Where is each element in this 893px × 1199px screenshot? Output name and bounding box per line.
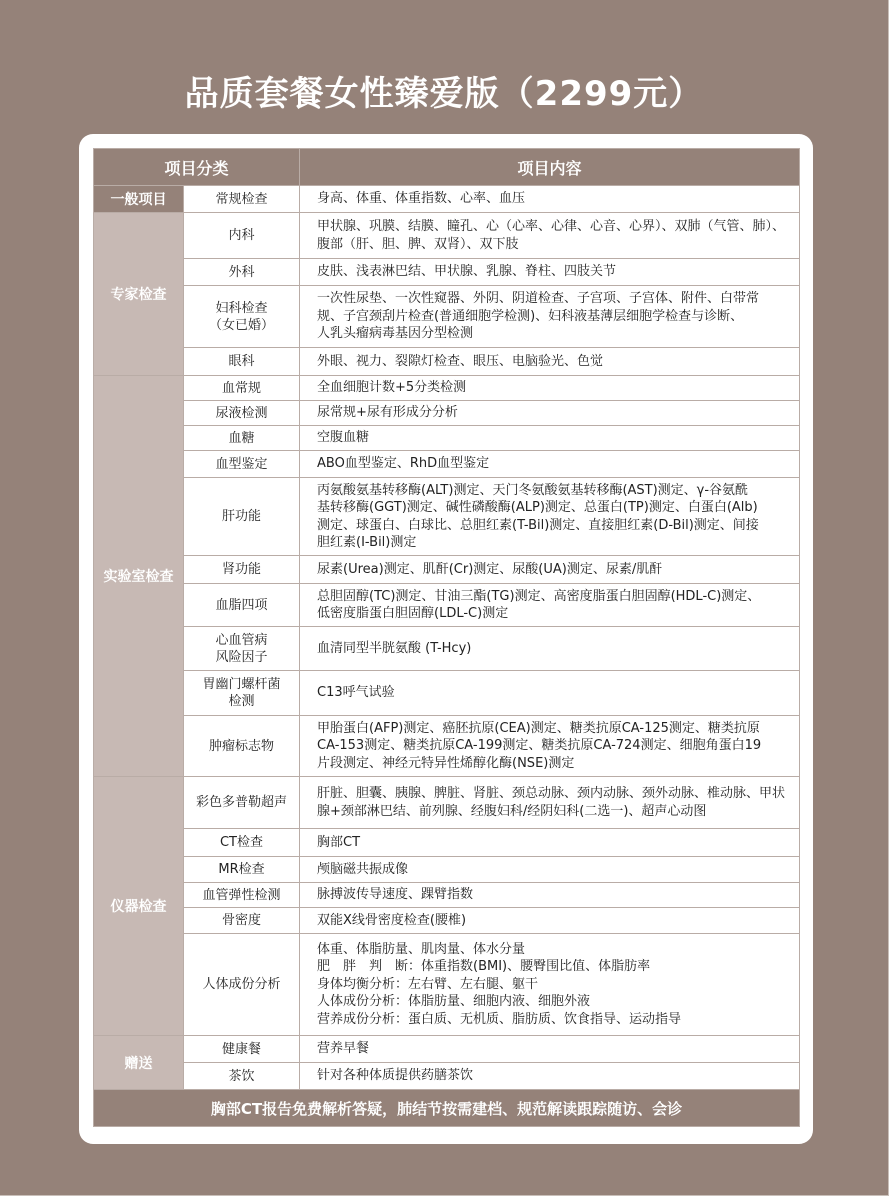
content-line: 人乳头瘤病毒基因分型检测 (317, 326, 474, 342)
content-cell (300, 829, 800, 857)
content-line: 胆红素(I-Bil)测定 (317, 535, 417, 550)
item-label: 风险因子 (215, 649, 268, 665)
item-cell (184, 777, 300, 829)
item-label: 心血管病 (215, 632, 268, 648)
item-label: 内科 (228, 228, 255, 243)
item-cell (184, 348, 300, 376)
item-label: 肿瘤标志物 (209, 738, 275, 754)
item-cell (184, 883, 300, 908)
footer-note: 胸部CT报告免费解析答疑，肺结节按需建档、规范解读跟踪随访、会诊 (94, 1090, 800, 1127)
content-line: C13呼气试验 (317, 685, 395, 701)
item-label: CT检查 (219, 835, 264, 850)
table-header-row (94, 149, 800, 186)
item-cell (184, 478, 300, 556)
item-label: 肝功能 (222, 509, 262, 524)
content-cell (300, 213, 800, 259)
content-cell (300, 908, 800, 934)
content-line: 片段测定、神经元特异性烯醇化酶(NSE)测定 (317, 755, 575, 771)
item-cell (184, 908, 300, 934)
table-row (94, 451, 800, 478)
category-cell: 赠送 (94, 1036, 184, 1090)
table-row (94, 478, 800, 556)
header-content: 项目内容 (300, 149, 800, 186)
item-label: MR检查 (218, 862, 265, 877)
content-line: 双能X线骨密度检查(腰椎) (317, 912, 467, 928)
content-line: 丙氨酸氨基转移酶(ALT)测定、天门冬氨酸氨基转移酶(AST)测定、γ-谷氨酰 (317, 482, 749, 498)
content-cell (300, 716, 800, 777)
item-label: 茶饮 (228, 1068, 255, 1084)
item-cell (184, 451, 300, 478)
item-label: 彩色多普勒超声 (196, 795, 288, 810)
content-line: 甲状腺、巩膜、结膜、瞳孔、心（心率、心律、心音、心界）、双肺（气管、肺）、 (317, 219, 786, 234)
table-row (94, 829, 800, 857)
item-cell (184, 376, 300, 401)
table-row (94, 286, 800, 348)
item-label: 血管弹性检测 (202, 887, 281, 903)
package-card (79, 134, 813, 1144)
item-label: 骨密度 (222, 913, 262, 928)
item-label: 常规检查 (215, 191, 268, 207)
content-line: 营养早餐 (317, 1041, 370, 1057)
item-label: 妇科检查 (215, 300, 268, 316)
item-label: 眼科 (228, 354, 255, 369)
content-line: 基转移酶(GGT)测定、碱性磷酸酶(ALP)测定、总蛋白(TP)测定、白蛋白(Alb) (317, 500, 758, 515)
category-cell: 一般项目 (94, 186, 184, 213)
table-row (94, 883, 800, 908)
table-row (94, 556, 800, 584)
content-cell (300, 584, 800, 627)
table-row (94, 716, 800, 777)
item-label: 检测 (228, 694, 255, 709)
content-line: 一次性尿垫、一次性窥器、外阴、阴道检查、子宫项、子宫体、附件、白带常 (317, 291, 760, 307)
item-label: 血常规 (222, 380, 262, 396)
table-row (94, 908, 800, 934)
table-row (94, 348, 800, 376)
item-cell (184, 716, 300, 777)
package-table (93, 148, 800, 1127)
item-label: 血脂四项 (215, 597, 268, 613)
content-cell (300, 426, 800, 451)
table-row (94, 426, 800, 451)
content-line: 皮肤、浅表淋巴结、甲状腺、乳腺、脊柱、四肢关节 (317, 264, 617, 280)
content-line: 尿素(Urea)测定、肌酐(Cr)测定、尿酸(UA)测定、尿素/肌酐 (317, 561, 663, 577)
content-cell (300, 777, 800, 829)
item-cell (184, 671, 300, 716)
content-line: 腹部（肝、胆、脾、双肾）、双下肢 (317, 236, 519, 252)
item-cell (184, 213, 300, 259)
content-cell (300, 671, 800, 716)
content-line: 身高、体重、体重指数、心率、血压 (317, 191, 526, 207)
item-label: 人体成份分析 (202, 977, 281, 992)
content-line: 营养成份分析：蛋白质、无机质、脂肪质、饮食指导、运动指导 (317, 1011, 682, 1027)
category-cell: 专家检查 (94, 213, 184, 376)
content-line: 肝脏、胆囊、胰腺、脾脏、肾脏、颈总动脉、颈内动脉、颈外动脉、椎动脉、甲状 (317, 786, 786, 801)
content-line: 测定、球蛋白、白球比、总胆红素(T-Bil)测定、直接胆红素(D-Bil)测定、间接 (317, 517, 759, 533)
item-cell (184, 584, 300, 627)
item-label: 健康餐 (222, 1041, 262, 1057)
item-cell (184, 829, 300, 857)
content-cell (300, 451, 800, 478)
table-row (94, 213, 800, 259)
content-line: 血清同型半胱氨酸 (T-Hcy) (317, 640, 472, 656)
content-line: ABO血型鉴定、RhD血型鉴定 (317, 456, 490, 472)
content-cell (300, 627, 800, 671)
content-cell (300, 1063, 800, 1090)
footer-row (94, 1090, 800, 1127)
table-row (94, 186, 800, 213)
content-line: 甲胎蛋白(AFP)测定、癌胚抗原(CEA)测定、糖类抗原CA-125测定、糖类抗原 (317, 720, 760, 736)
table-row (94, 1036, 800, 1063)
content-cell (300, 259, 800, 286)
item-cell (184, 426, 300, 451)
page-title: 品质套餐女性臻爱版（2299元） (184, 74, 704, 114)
table-row (94, 934, 800, 1036)
item-cell (184, 186, 300, 213)
content-cell (300, 1036, 800, 1063)
item-cell (184, 259, 300, 286)
content-line: 总胆固醇(TC)测定、甘油三酯(TG)测定、高密度脂蛋白胆固醇(HDL-C)测定、 (317, 588, 761, 604)
table-row (94, 401, 800, 426)
item-cell (184, 1036, 300, 1063)
item-cell (184, 401, 300, 426)
content-line: 颅脑磁共振成像 (317, 861, 409, 877)
content-line: 全血细胞计数+5分类检测 (317, 380, 467, 396)
table-row (94, 627, 800, 671)
item-cell (184, 556, 300, 584)
item-cell (184, 934, 300, 1036)
content-line: 空腹血糖 (317, 430, 370, 446)
content-line: 身体均衡分析：左右臂、左右腿、躯干 (317, 976, 539, 992)
table-row (94, 376, 800, 401)
header-category: 项目分类 (94, 149, 300, 186)
table-body (94, 186, 800, 1090)
item-label: 尿液检测 (215, 405, 268, 421)
table-row (94, 777, 800, 829)
content-line: 针对各种体质提供药膳茶饮 (317, 1068, 474, 1084)
content-cell (300, 556, 800, 584)
item-label: （女已婚） (209, 317, 275, 333)
item-label: 血型鉴定 (215, 456, 268, 472)
content-line: 外眼、视力、裂隙灯检查、眼压、电脑验光、色觉 (317, 353, 604, 369)
item-label: 肾功能 (222, 562, 262, 577)
content-cell (300, 934, 800, 1036)
table-row (94, 584, 800, 627)
content-line: 脉搏波传导速度、踝臂指数 (317, 887, 474, 903)
item-cell (184, 857, 300, 883)
table-row (94, 671, 800, 716)
content-cell (300, 478, 800, 556)
content-line: 低密度脂蛋白胆固醇(LDL-C)测定 (317, 606, 509, 621)
content-line: 胸部CT (317, 834, 361, 850)
content-cell (300, 286, 800, 348)
table-row (94, 1063, 800, 1090)
content-line: 肥 胖 判 断：体重指数(BMI)、腰臀围比值、体脂肪率 (317, 959, 651, 975)
content-cell (300, 348, 800, 376)
table-row (94, 259, 800, 286)
item-cell (184, 286, 300, 348)
category-cell: 仪器检查 (94, 777, 184, 1036)
content-line: 腺+颈部淋巴结、前列腺、经腹妇科/经阴妇科(二选一)、超声心动图 (317, 803, 707, 819)
content-line: 尿常规+尿有形成分分析 (317, 405, 458, 421)
content-line: 规、子宫颈刮片检查(普通细胞学检测)、妇科液基薄层细胞学检查与诊断、 (317, 308, 744, 324)
content-line: CA-153测定、糖类抗原CA-199测定、糖类抗原CA-724测定、细胞角蛋白19 (317, 738, 762, 754)
category-cell: 实验室检查 (94, 376, 184, 777)
content-line: 人体成份分析：体脂肪量、细胞内液、细胞外液 (317, 994, 591, 1010)
content-cell (300, 186, 800, 213)
item-label: 血糖 (228, 430, 255, 446)
item-cell (184, 627, 300, 671)
content-cell (300, 401, 800, 426)
item-cell (184, 1063, 300, 1090)
item-label: 外科 (228, 264, 255, 280)
item-label: 胃幽门螺杆菌 (202, 677, 281, 692)
content-line: 体重、体脂肪量、肌肉量、体水分量 (317, 941, 526, 957)
table-row (94, 857, 800, 883)
content-cell (300, 857, 800, 883)
content-cell (300, 883, 800, 908)
content-cell (300, 376, 800, 401)
